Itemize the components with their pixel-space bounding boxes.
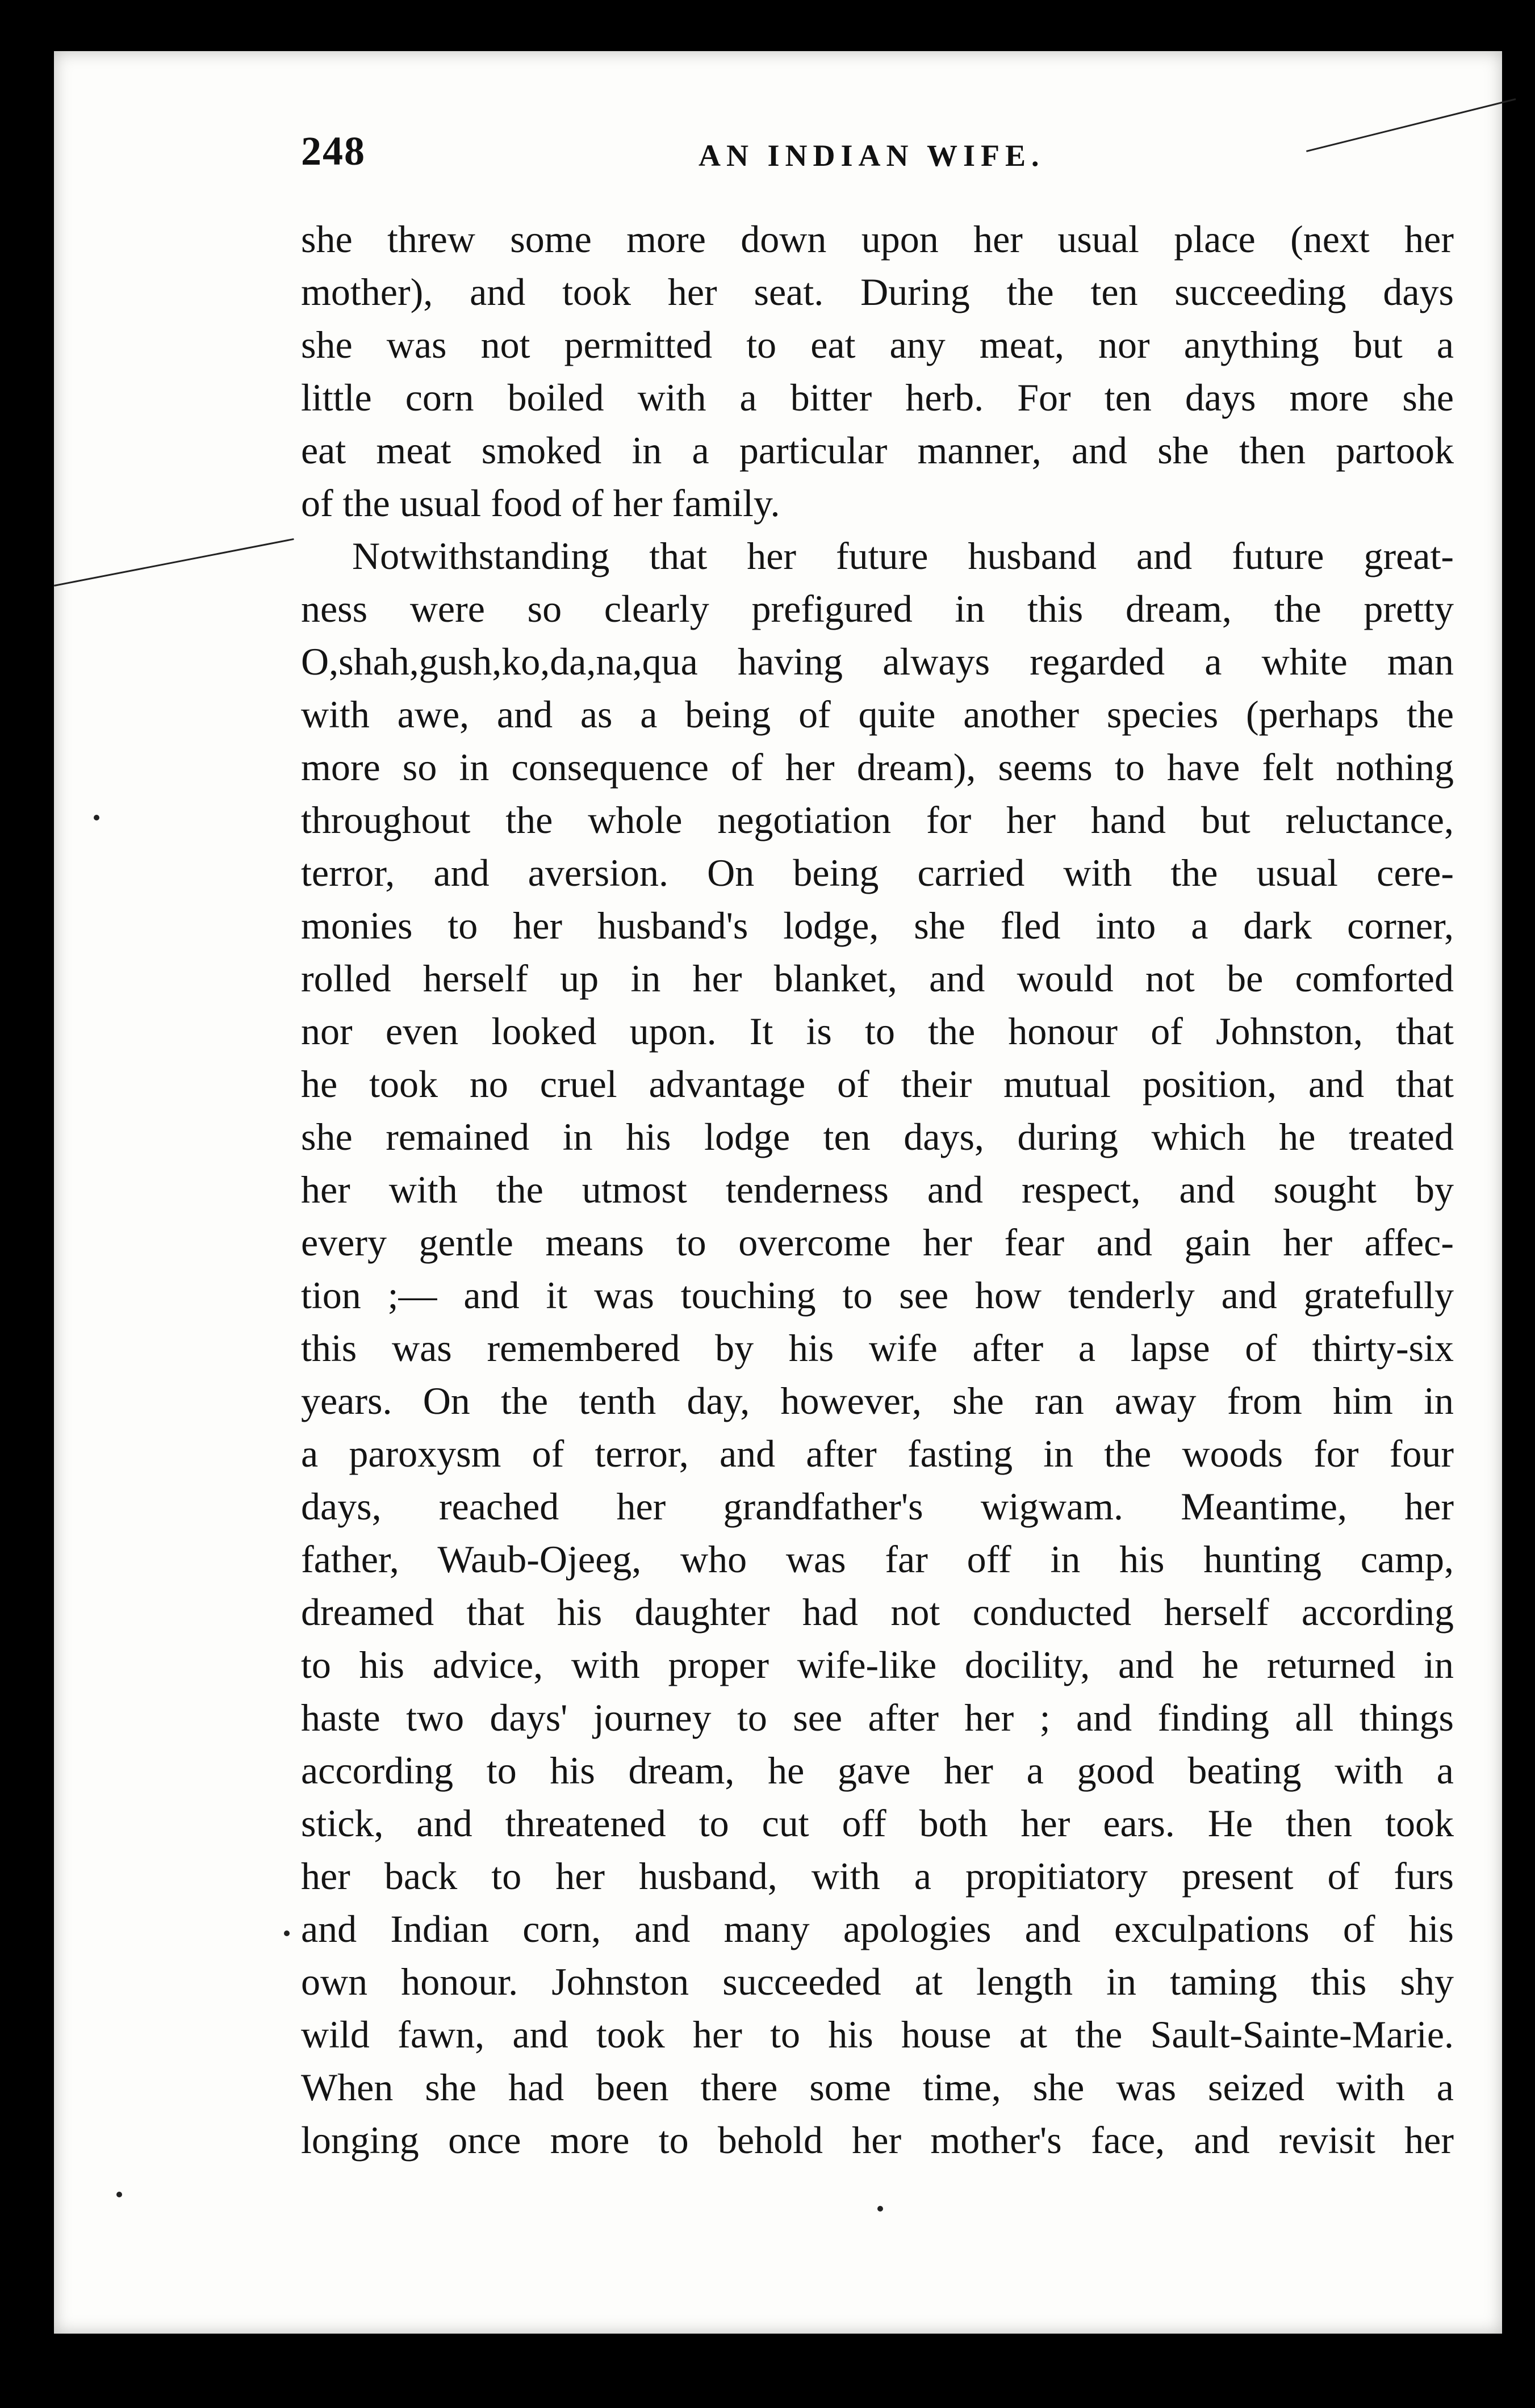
text-line: dreamed that his daughter had not conducted herself according [301,1590,1454,1634]
running-title: AN INDIAN WIFE. [699,139,1045,173]
text-line: terror, and aversion. On being carried with the usual cere- [301,851,1454,894]
text-line: throughout the whole negotiation for her hand but reluctance, [301,798,1454,841]
text-line: father, Waub-Ojeeg, who was far off in his hunting camp, [301,1538,1454,1581]
text-line: stick, and threatened to cut off both her ears. He then took [301,1802,1454,1845]
text-line: eat meat smoked in a particular manner, and she then partook [301,429,1454,472]
text-line: her with the utmost tenderness and respect, and sought by [301,1168,1454,1211]
text-line: every gentle means to overcome her fear and gain her affec- [301,1221,1454,1264]
text-line: she remained in his lodge ten days, during which he treated [301,1115,1454,1158]
text-line: mother), and took her seat. During the ten succeeding days [301,270,1454,313]
text-line: monies to her husband's lodge, she fled into a dark corner, [301,904,1454,947]
text-line: longing once more to behold her mother's face, and revisit her [301,2118,1454,2162]
scan-speck [116,2192,122,2197]
text-line: ness were so clearly prefigured in this dream, the pretty [301,587,1454,630]
scan-speck [94,815,99,820]
text-line: according to his dream, he gave her a good beating with a [301,1749,1454,1792]
text-line: Notwithstanding that her future husband and future great- [352,534,1454,577]
text-line: years. On the tenth day, however, she ran away from him in [301,1379,1454,1422]
text-line: this was remembered by his wife after a lapse of thirty-six [301,1326,1454,1370]
paragraph-2 [301,530,1454,2167]
text-line: with awe, and as a being of quite another species (perhaps the [301,693,1454,736]
text-line: and Indian corn, and many apologies and exculpations of his [301,1907,1454,1950]
page-number: 248 [301,128,366,174]
scan-speck [284,1930,290,1936]
text-line: rolled herself up in her blanket, and would not be comforted [301,957,1454,1000]
paragraph-1 [301,213,1454,530]
text-line: a paroxysm of terror, and after fasting in the woods for four [301,1432,1454,1475]
text-line: little corn boiled with a bitter herb. For ten days more she [301,376,1454,419]
text-line: he took no cruel advantage of their mutual position, and that [301,1062,1454,1105]
text-line: she was not permitted to eat any meat, nor anything but a [301,323,1454,366]
text-line: she threw some more down upon her usual place (next her [301,217,1454,261]
text-line: her back to her husband, with a propitiatory present of furs [301,1854,1454,1898]
body-text [301,213,1454,2167]
text-line: wild fawn, and took her to his house at the Sault-Sainte-Marie. [301,2013,1454,2056]
text-line: haste two days' journey to see after her ; and finding all things [301,1696,1454,1739]
text-line: O,shah,gush,ko,da,na,qua having always regarded a white man [301,640,1454,683]
text-line: own honour. Johnston succeeded at length in taming this shy [301,1960,1454,2003]
text-line: to his advice, with proper wife-like docility, and he returned in [301,1643,1454,1686]
text-line: days, reached her grandfather's wigwam. Meantime, her [301,1485,1454,1528]
text-line: tion ;— and it was touching to see how tenderly and gratefully [301,1274,1454,1317]
scan-speck [877,2206,883,2212]
text-line: When she had been there some time, she was seized with a [301,2066,1454,2109]
running-head [301,128,1482,190]
text-line: more so in consequence of her dream), seems to have felt nothing [301,746,1454,789]
text-line: nor even looked upon. It is to the honour of Johnston, that [301,1010,1454,1053]
text-line: of the usual food of her family. [301,481,780,525]
